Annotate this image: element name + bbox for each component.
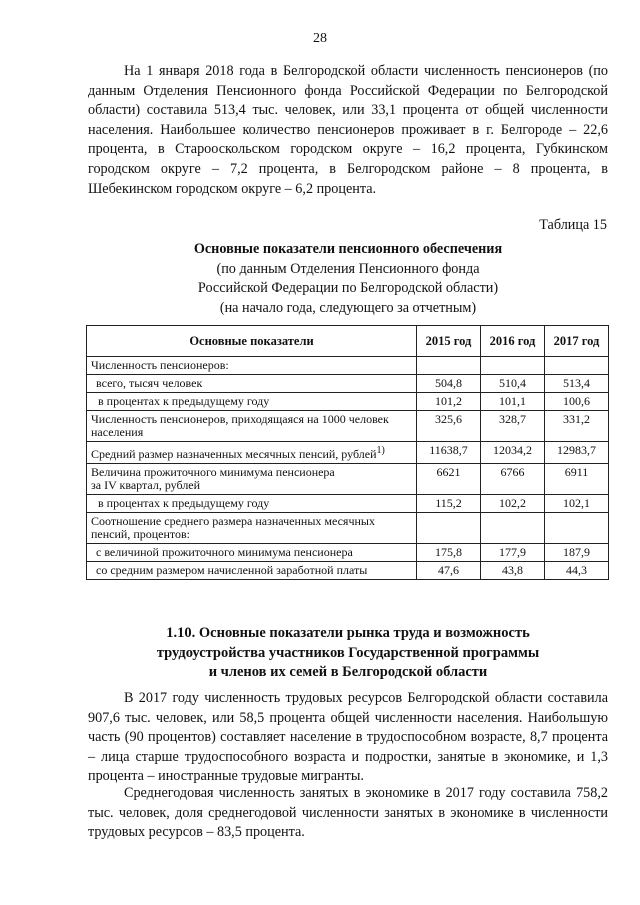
value-2016: 328,7 — [481, 411, 545, 442]
header-2015: 2015 год — [417, 326, 481, 357]
table-row — [87, 442, 609, 464]
header-2017: 2017 год — [545, 326, 609, 357]
page-number: 28 — [313, 31, 327, 46]
value-2016: 6766 — [481, 464, 545, 495]
value-2016: 101,1 — [481, 393, 545, 411]
table-row — [87, 357, 609, 375]
value-2016: 177,9 — [481, 544, 545, 562]
value-2017: 6911 — [545, 464, 609, 495]
row-label: со средним размером начисленной заработной платы — [87, 562, 417, 580]
table-header-row — [87, 326, 609, 357]
row-label-cell — [87, 442, 417, 464]
value-2015: 11638,7 — [417, 442, 481, 464]
value-2015: 504,8 — [417, 375, 481, 393]
row-label: Средний размер назначенных месячных пенсий, рублей — [91, 447, 377, 461]
value-2017 — [545, 357, 609, 375]
value-2017: 187,9 — [545, 544, 609, 562]
intro-paragraph: На 1 января 2018 года в Белгородской области численность пенсионеров (по данным Отделения Пенсионного фонда Российской Федерации по Белгородской области) составила 513,4 тыс. человек, или 33,1 процента от общей численности населения. Наибольшее количество пенсионеров проживает в г. Белгороде – 22,6 процента, в Старооскольском городском округе – 16,2 процента, Губкинском городском округе – 7,2 процента, в Белгородском районе – 8 процента, в Шебекинском городском округе – 6,2 процента. — [88, 63, 608, 197]
table-label: Таблица 15 — [539, 217, 607, 233]
table-row — [87, 464, 609, 495]
row-label: Численность пенсионеров, приходящаяся на 1000 человек населения — [87, 411, 417, 442]
row-label: в процентах к предыдущему году — [87, 393, 417, 411]
pension-indicators-table — [86, 325, 609, 580]
value-2015: 47,6 — [417, 562, 481, 580]
row-label: Величина прожиточного минимума пенсионера — [91, 465, 335, 479]
value-2016: 12034,2 — [481, 442, 545, 464]
table-subtitle-2: Российской Федерации по Белгородской области) — [197, 280, 499, 296]
value-2017: 12983,7 — [545, 442, 609, 464]
table-row — [87, 544, 609, 562]
value-2015 — [417, 357, 481, 375]
row-label: Численность пенсионеров: — [87, 357, 417, 375]
table-title: Основные показатели пенсионного обеспечения — [193, 241, 503, 257]
value-2015: 101,2 — [417, 393, 481, 411]
footnote-marker: 1) — [376, 445, 385, 456]
value-2017: 513,4 — [545, 375, 609, 393]
value-2015: 115,2 — [417, 495, 481, 513]
table-row — [87, 411, 609, 442]
value-2015: 325,6 — [417, 411, 481, 442]
value-2017: 331,2 — [545, 411, 609, 442]
value-2015: 6621 — [417, 464, 481, 495]
value-2015: 175,8 — [417, 544, 481, 562]
value-2016 — [481, 513, 545, 544]
table-subtitle-1: (по данным Отделения Пенсионного фонда — [216, 260, 480, 277]
employment-paragraph: Среднегодовая численность занятых в экономике в 2017 году составила 758,2 тыс. человек, доля среднегодовой численности занятых в экономике в численности трудовых ресурсов – 83,5 процента. — [88, 785, 608, 841]
value-2017: 44,3 — [545, 562, 609, 580]
row-label: с величиной прожиточного минимума пенсионера — [87, 544, 417, 562]
row-label: всего, тысяч человек — [87, 375, 417, 393]
table-row — [87, 562, 609, 580]
section-heading — [88, 624, 608, 683]
header-indicator: Основные показатели — [87, 326, 417, 357]
value-2017 — [545, 513, 609, 544]
row-label: Соотношение среднего размера назначенных месячных пенсий, процентов: — [87, 513, 417, 544]
table-row — [87, 513, 609, 544]
row-label: в процентах к предыдущему году — [87, 495, 417, 513]
labor-resources-paragraph: В 2017 году численность трудовых ресурсов Белгородской области составила 907,6 тыс. человек, или 58,5 процента общей численности населения. Наибольшую часть (90 процентов) составляет население в трудоспособном возрасте, 8,7 процента – лица старше трудоспособного возраста и подростки, занятые в экономике, и 1,3 процента – иностранные трудовые мигранты. — [88, 690, 608, 785]
value-2016: 102,2 — [481, 495, 545, 513]
value-2015 — [417, 513, 481, 544]
section-title-line-3: и членов их семей в Белгородской области — [208, 664, 488, 680]
table-row — [87, 495, 609, 513]
value-2017: 100,6 — [545, 393, 609, 411]
row-label-line-2: за IV квартал, рублей — [91, 478, 201, 492]
value-2017: 102,1 — [545, 495, 609, 513]
header-2016: 2016 год — [481, 326, 545, 357]
value-2016 — [481, 357, 545, 375]
section-title-line-1: 1.10. Основные показатели рынка труда и возможность — [166, 625, 530, 641]
table-subtitle-3: (на начало года, следующего за отчетным) — [219, 299, 477, 316]
table-row — [87, 393, 609, 411]
section-title-line-2: трудоустройства участников Государственной программы — [156, 644, 540, 661]
table-row — [87, 375, 609, 393]
row-label-cell — [87, 464, 417, 495]
value-2016: 43,8 — [481, 562, 545, 580]
table-caption — [88, 240, 608, 318]
value-2016: 510,4 — [481, 375, 545, 393]
